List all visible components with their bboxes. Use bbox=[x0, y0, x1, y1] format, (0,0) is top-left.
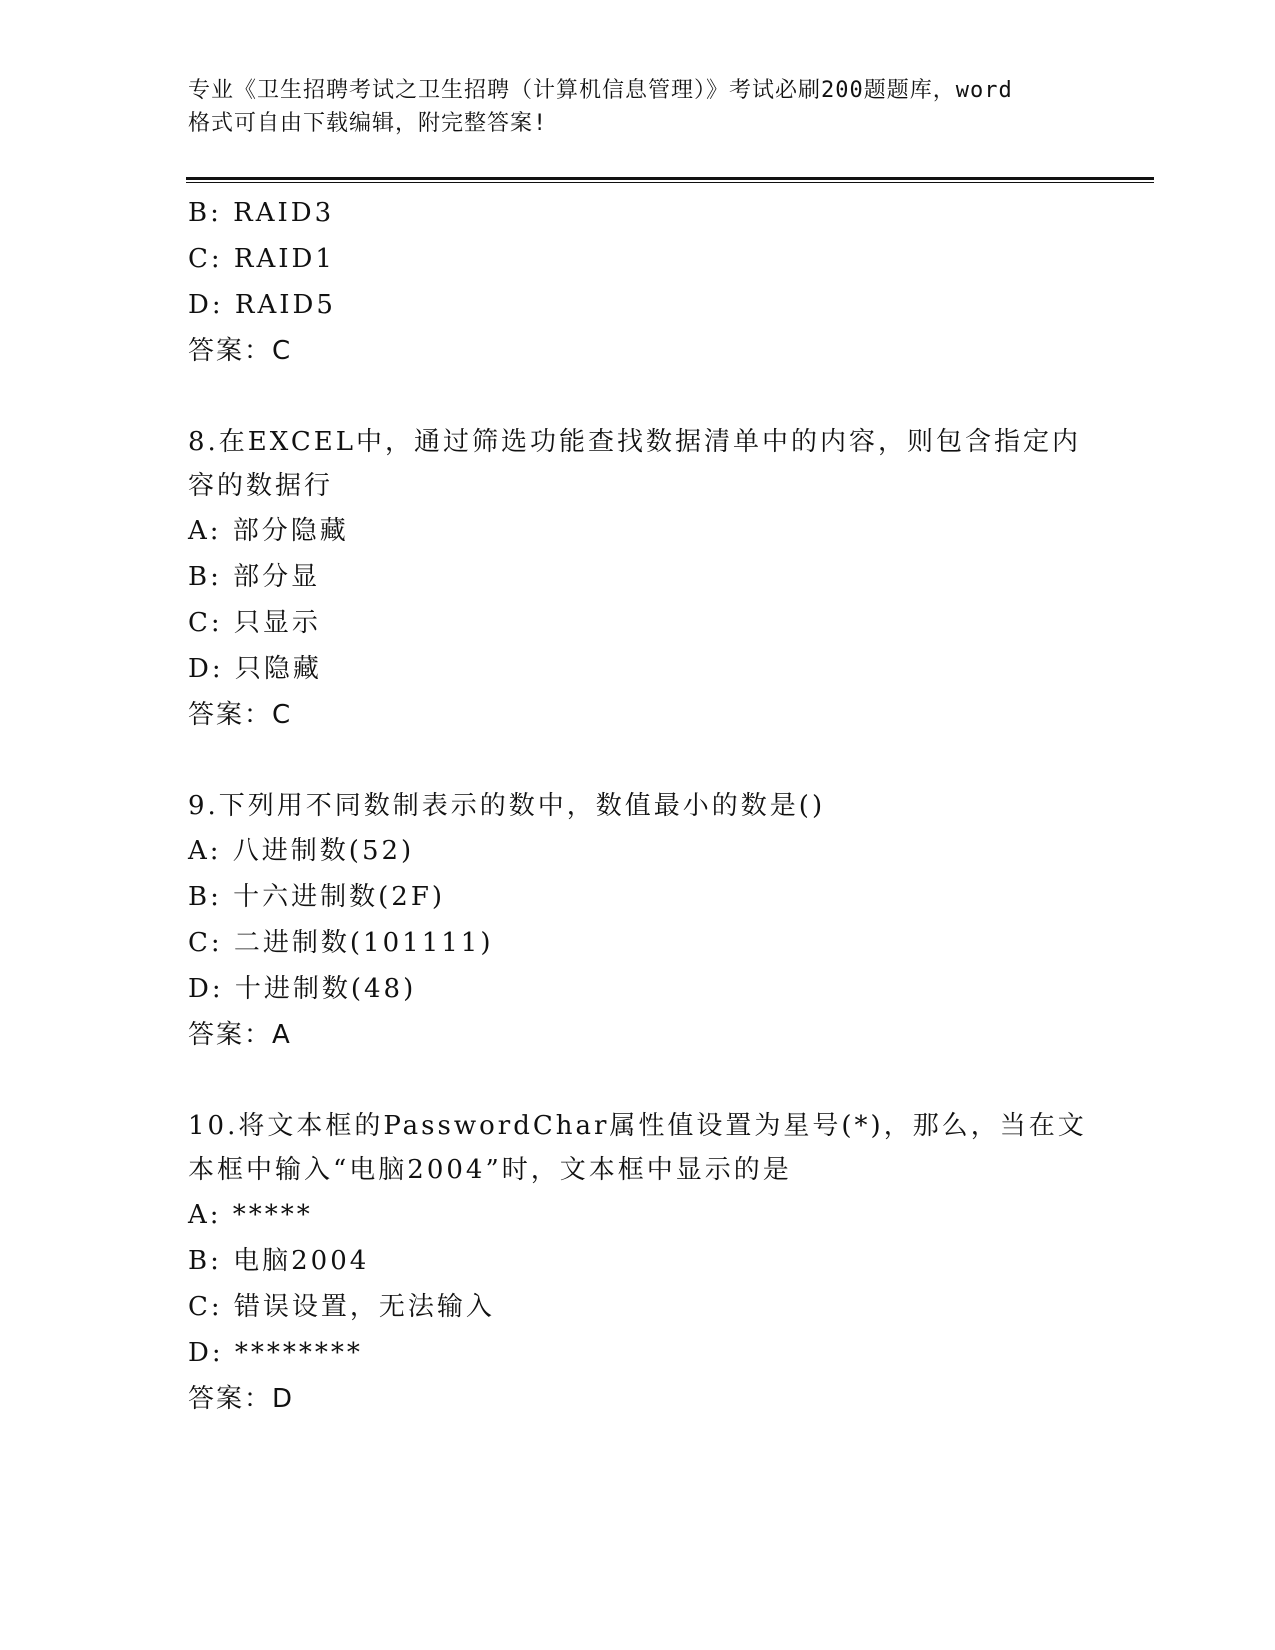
header-divider-thin bbox=[186, 182, 1154, 183]
answer-line: 答案：C bbox=[188, 336, 293, 366]
option-a: A: 八进制数(52) bbox=[188, 836, 415, 866]
question-8 bbox=[188, 420, 1088, 738]
option-c: C: 错误设置，无法输入 bbox=[188, 1292, 495, 1322]
header-title-line-2: 格式可自由下载编辑，附完整答案! bbox=[188, 111, 548, 136]
previous-question-continuation bbox=[188, 190, 1088, 374]
option-b: B: 电脑2004 bbox=[188, 1246, 370, 1276]
option-d: D: 十进制数(48) bbox=[188, 974, 417, 1004]
option-c: C: 只显示 bbox=[188, 608, 321, 638]
option-d: D: ******** bbox=[188, 1338, 363, 1368]
option-b: B: 十六进制数(2F) bbox=[188, 882, 446, 912]
option-c: C: RAID1 bbox=[188, 244, 335, 274]
header-title-line-1: 专业《卫生招聘考试之卫生招聘（计算机信息管理）》考试必刷200题题库，word bbox=[188, 78, 1013, 103]
question-list bbox=[188, 190, 1088, 1422]
spacer bbox=[188, 1058, 1088, 1104]
option-d: D: RAID5 bbox=[188, 290, 336, 320]
question-9 bbox=[188, 784, 1088, 1058]
question-text: 10.将文本框的PasswordChar属性值设置为星号(*)，那么，当在文本框中输入“电脑2004”时，文本框中显示的是 bbox=[188, 1111, 1087, 1185]
document-header bbox=[188, 74, 1098, 140]
spacer bbox=[188, 738, 1088, 784]
header-divider-thick bbox=[186, 177, 1154, 180]
spacer bbox=[188, 374, 1088, 420]
question-text: 9.下列用不同数制表示的数中，数值最小的数是() bbox=[188, 791, 826, 821]
option-a: A: ***** bbox=[188, 1200, 313, 1230]
option-c: C: 二进制数(101111) bbox=[188, 928, 494, 958]
answer-line: 答案：C bbox=[188, 700, 293, 730]
question-text: 8.在EXCEL中，通过筛选功能查找数据清单中的内容，则包含指定内容的数据行 bbox=[188, 427, 1081, 501]
option-b: B: 部分显 bbox=[188, 562, 321, 592]
question-10 bbox=[188, 1104, 1088, 1422]
option-d: D: 只隐藏 bbox=[188, 654, 322, 684]
answer-line: 答案：D bbox=[188, 1384, 295, 1414]
option-a: A: 部分隐藏 bbox=[188, 516, 349, 546]
answer-line: 答案：A bbox=[188, 1020, 292, 1050]
option-b: B: RAID3 bbox=[188, 198, 335, 228]
